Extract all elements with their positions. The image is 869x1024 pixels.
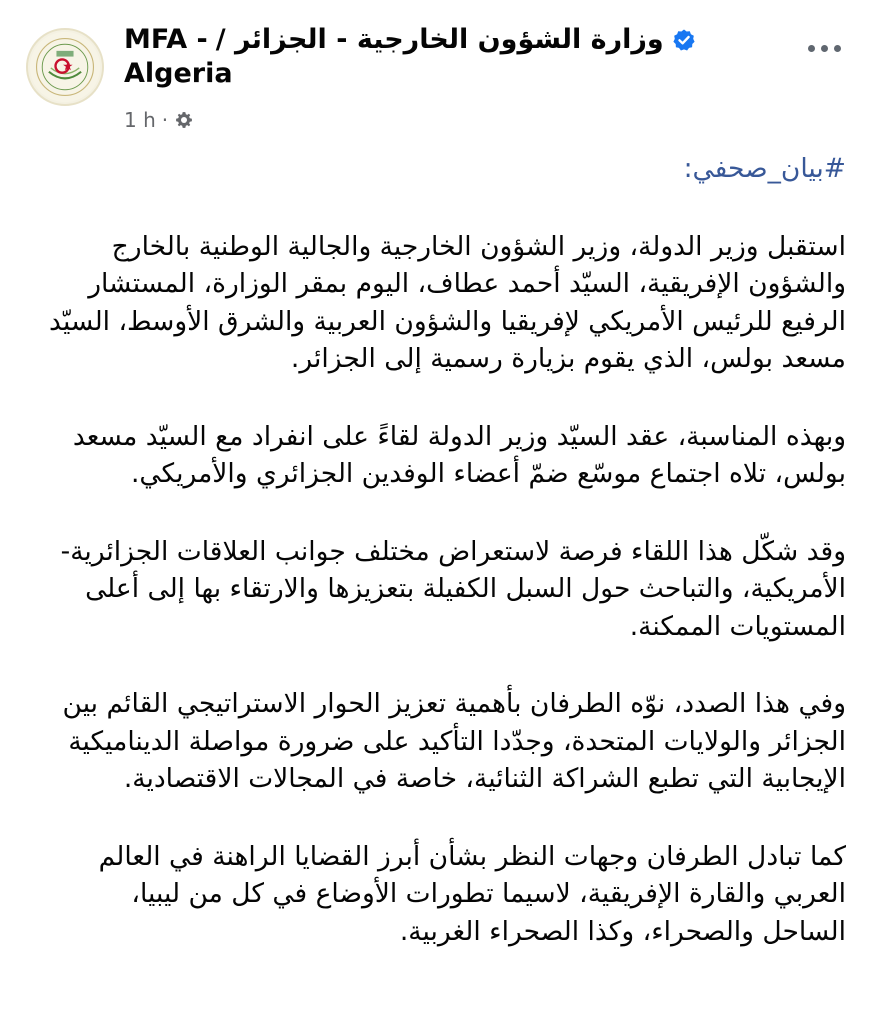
page-name-arabic[interactable]: وزارة الشؤون الخارجية - الجزائر / [215,24,664,55]
post-body [40,150,846,990]
post-paragraph-2: وبهذه المناسبة، عقد السيّد وزير الدولة لقاءً على انفراد مع السيّد مسعد بولس، تلاه اجتماع موسّع ضمّ أعضاء الوفدين الجزائري والأمريكي. [72,420,846,489]
verified-badge-icon [672,28,696,52]
post-paragraph-1: استقبل وزير الدولة، وزير الشؤون الخارجية والجالية الوطنية بالخارج والشؤون الإفريقية، السيّد أحمد عطاف، اليوم بمقر الوزارة، المستشار الرفيع للرئيس الأمريكي لإفريقيا والشؤون العربية والشرق الأوسط، السيّد مسعد بولس، الذي يقوم بزيارة رسمية إلى الجزائر. [49,230,846,374]
more-options-button[interactable] [800,36,848,60]
post-time[interactable]: 1 h [124,108,156,132]
page-name-latin-2[interactable]: Algeria [124,58,233,89]
more-options-icon-dot [821,45,828,52]
post-header [0,0,869,150]
page-avatar[interactable] [26,28,104,106]
gear-icon[interactable] [174,110,194,130]
more-options-icon [808,45,815,52]
post-paragraph-4: وفي هذا الصدد، نوّه الطرفان بأهمية تعزيز الحوار الاستراتيجي القائم بين الجزائر والولايات المتحدة، وجدّدا التأكيد على ضرورة مواصلة الديناميكية الإيجابية التي تطبع الشراكة الثنائية، خاصة في المجالات الاقتصادية. [62,688,846,794]
mfa-seal-icon [28,30,102,104]
post-paragraph-3: وقد شكّل هذا اللقاء فرصة لاستعراض مختلف جوانب العلاقات الجزائرية-الأمريكية، والتباحث حول السبل الكفيلة بتعزيزها والارتقاء بها إلى أعلى المستويات الممكنة. [60,535,846,642]
page-name-line-1[interactable] [124,24,764,55]
page-title-block [124,24,764,93]
page-name-latin-1[interactable]: MFA - [124,24,208,55]
hashtag-link[interactable]: #بيان_صحفي: [683,153,846,184]
meta-separator: · [161,108,169,132]
post-meta [124,108,194,132]
more-options-icon-dot [834,45,841,52]
post-paragraph-5: كما تبادل الطرفان وجهات النظر بشأن أبرز القضايا الراهنة في العالم العربي والقارة الإفريقية، لاسيما تطورات الأوضاع في كل من ليبيا، الساحل والصحراء، وكذا الصحراء الغربية. [98,840,846,947]
